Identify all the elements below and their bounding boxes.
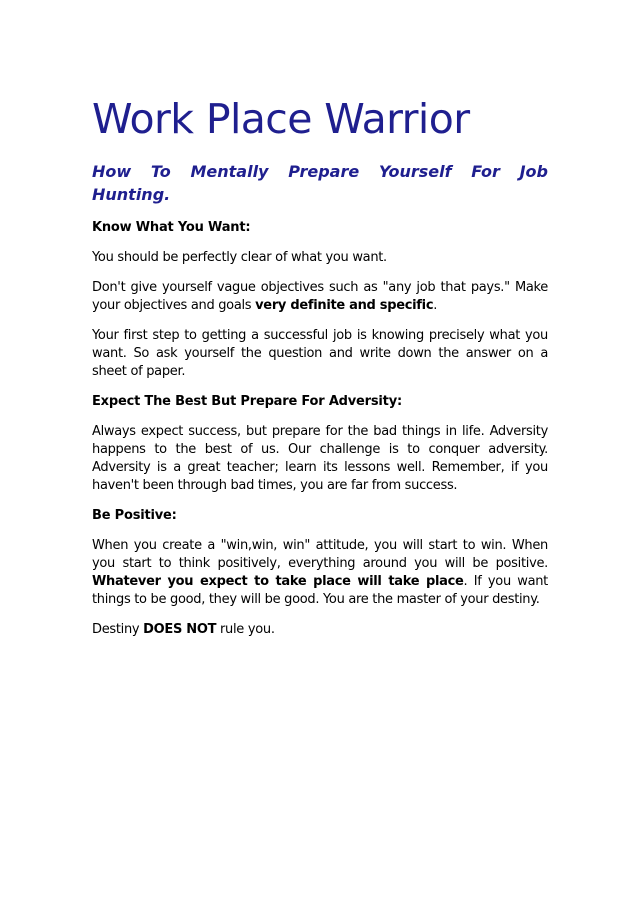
paragraph — [92, 279, 548, 315]
emphasis-text: DOES NOT — [143, 622, 217, 637]
paragraph-text: . If you want things to be good, they will be good. You are the master of your destiny. — [92, 574, 548, 607]
paragraph-text: When you create a "win,win, win" attitude, you will start to win. When you start to think positively, everything around you will be positive. — [92, 538, 548, 571]
paragraph-text: Destiny — [92, 622, 144, 637]
section-know-what-you-want — [92, 219, 548, 381]
document-subtitle: How To Mentally Prepare Yourself For Job Hunting. — [92, 162, 548, 204]
emphasis-text: Whatever you expect to take place will take place — [92, 574, 464, 589]
section-heading: Know What You Want: — [92, 220, 251, 235]
paragraph-text: rule you. — [216, 622, 275, 637]
paragraph — [92, 621, 548, 639]
section-heading: Be Positive: — [92, 508, 177, 523]
section-be-positive — [92, 507, 548, 639]
paragraph-text: Don't give yourself vague objectives such as "any job that pays." Make your objectives and goals — [92, 280, 548, 313]
paragraph — [92, 537, 548, 609]
paragraph-text: . — [433, 298, 438, 313]
paragraph: Your first step to getting a successful job is knowing precisely what you want. So ask yourself the question and write down the answer on a sheet of paper. — [92, 328, 548, 379]
section-heading: Expect The Best But Prepare For Adversity: — [92, 394, 402, 409]
emphasis-text: very definite and specific — [255, 298, 434, 313]
document-page — [92, 94, 548, 651]
paragraph: Always expect success, but prepare for the bad things in life. Adversity happens to the best of us. Our challenge is to conquer adversity. Adversity is a great teacher; learn its lessons well. Remember, if you haven't been through bad times, you are far from success. — [92, 424, 548, 493]
paragraph: You should be perfectly clear of what you want. — [92, 250, 387, 265]
document-title: Work Place Warrior — [92, 95, 470, 143]
section-expect-the-best — [92, 393, 548, 495]
